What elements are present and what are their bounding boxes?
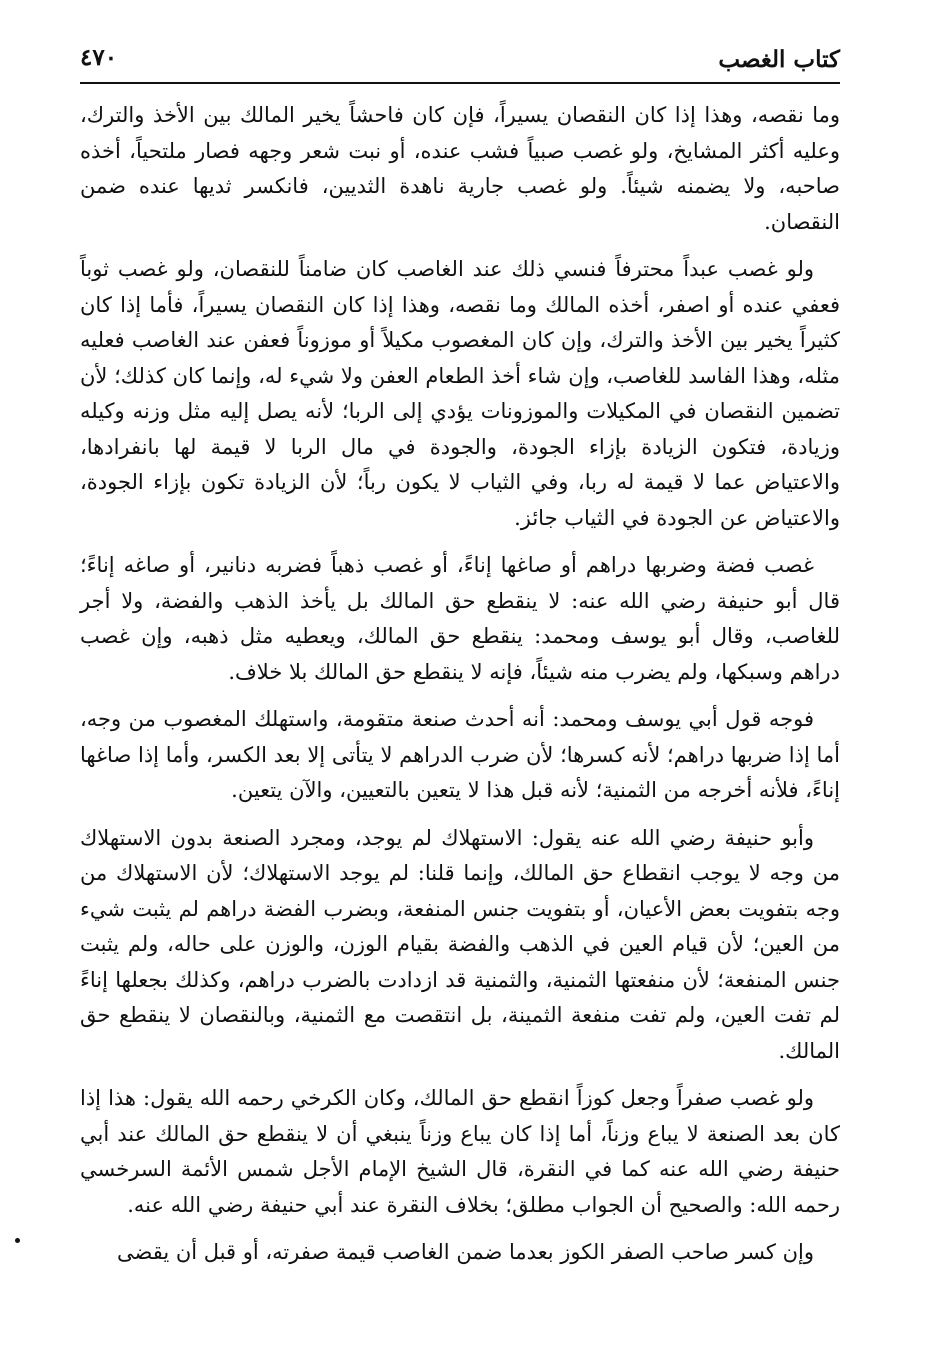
chapter-title: كتاب الغصب — [718, 46, 840, 73]
paragraph: ولو غصب صفراً وجعل كوزاً انقطع حق المالك، وكان الكرخي رحمه الله يقول: هذا إذا كان بعد الصنعة لا يباع وزناً، أما إذا كان يباع وزناً ينبغي أن لا ينقطع حق المالك عند أبي حنيفة رضي الله عنه كما في النقرة، قال الشيخ الإمام الأجل شمس الأئمة السرخسي رحمه الله: والصحيح أن الجواب مطلق؛ بخلاف النقرة عند أبي حنيفة رضي الله عنه. — [80, 1086, 840, 1217]
paragraph: فوجه قول أبي يوسف ومحمد: أنه أحدث صنعة متقومة، واستهلك المغصوب من وجه، أما إذا ضربها دراهم؛ لأنه كسرها؛ لأن ضرب الدراهم لا يتأتى إلا بعد الكسر، وأما إذا صاغها إناءً، فلأنه أخرجه من الثمنية؛ لأنه قبل هذا لا يتعين بالتعيين، والآن يتعين. — [80, 707, 840, 802]
paragraph: وإن كسر صاحب الصفر الكوز بعدما ضمن الغاصب قيمة صفرته، أو قبل أن يقضى — [116, 1240, 814, 1264]
paragraph: ولو غصب عبداً محترفاً فنسي ذلك عند الغاصب كان ضامناً للنقصان، ولو غصب ثوباً فعفي عنده أو اصفر، أخذه المالك وما نقصه، وهذا إذا كان النقصان يسيراً، فأما إذا كان كثيراً يخير بين الأخذ والترك، وإن كان المغصوب مكيلاً أو موزوناً فعفن عند الغاصب فعليه مثله، وهذا الفاسد للغاصب، وإن شاء أخذ الطعام العفن ولا شيء له، وإنما كان كذلك؛ لأن تضمين النقصان في المكيلات والموزونات يؤدي إلى الربا؛ لأنه يصل إليه مثل وزنه وكيله وزيادة، فتكون الزيادة بإزاء الجودة، والجودة في مال الربا لا قيمة لها بانفرادها، والاعتياض عما لا قيمة له ربا، وفي الثياب لا يكون رباً؛ لأن الزيادة تكون بإزاء الجودة، والاعتياض عن الجودة في الثياب جائز. — [80, 257, 841, 530]
page-number: ٤٧٠ — [80, 44, 118, 71]
margin-mark — [15, 1238, 20, 1243]
header-divider — [80, 82, 840, 84]
page-body — [80, 98, 840, 1283]
paragraph: وما نقصه، وهذا إذا كان النقصان يسيراً، فإن كان فاحشاً يخير المالك بين الأخذ والترك، وعليه أكثر المشايخ، ولو غصب صبياً فشب عنده، أو نبت شعر وجهه فصار ملتحياً، أخذه صاحبه، ولا يضمنه شيئاً. ولو غصب جارية ناهدة الثديين، فانكسر ثديها عنده ضمن النقصان. — [80, 103, 840, 234]
paragraph: غصب فضة وضربها دراهم أو صاغها إناءً، أو غصب ذهباً فضربه دنانير، أو صاغه إناءً؛ قال أبو حنيفة رضي الله عنه: لا ينقطع حق المالك بل يأخذ الذهب والفضة، ولا أجر للغاصب، وقال أبو يوسف ومحمد: ينقطع حق المالك، ويعطيه مثل ذهبه، وإن غصب دراهم وسبكها، ولم يضرب منه شيئاً، فإنه لا ينقطع حق المالك بلا خلاف. — [80, 553, 840, 684]
page-header — [80, 42, 840, 76]
paragraph: وأبو حنيفة رضي الله عنه يقول: الاستهلاك لم يوجد، ومجرد الصنعة بدون الاستهلاك من وجه لا يوجب انقطاع حق المالك، وإنما قلنا: لم يوجد الاستهلاك؛ لأن الاستهلاك من وجه بتفويت بعض الأعيان، أو بتفويت جنس المنفعة، وبضرب الفضة دراهم لم يثبت شيء من العين؛ لأن قيام العين في الذهب والفضة بقيام الوزن، والوزن على حاله، ولم يثبت جنس المنفعة؛ لأن منفعتها الثمنية، والثمنية قد ازدادت بالضرب دراهم، وكذلك بجعلها إناءً لم تفت العين، ولم تفت منفعة الثمينة، بل انتقصت مع الثمنية، وبالنقصان لا ينقطع حق المالك. — [80, 825, 840, 1063]
